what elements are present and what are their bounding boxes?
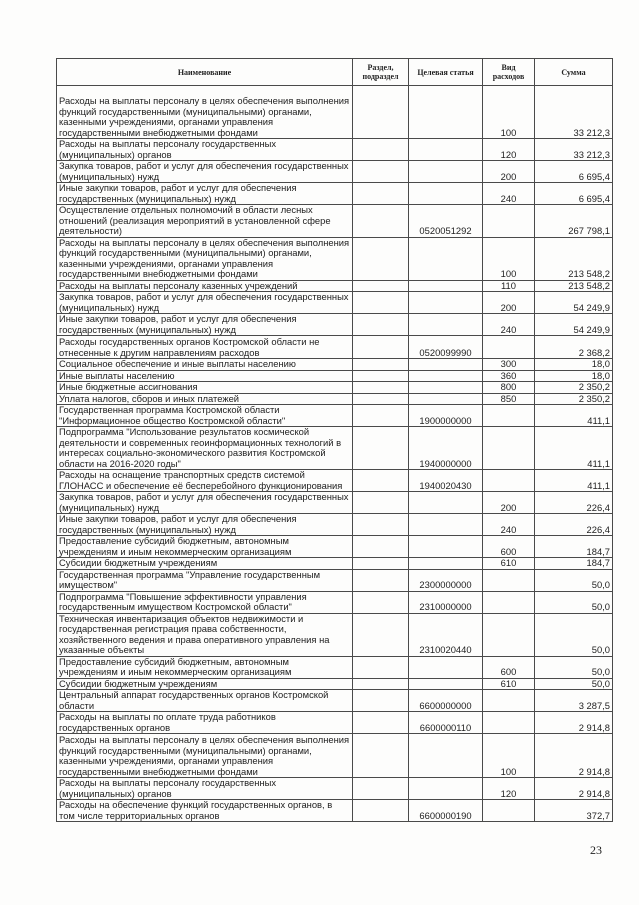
table-row [57,470,613,492]
table-cell-target: 2310020440 [409,613,483,656]
table-cell-sum: 33 212,3 [535,139,613,161]
table-cell-target: 6600000190 [409,800,483,822]
table-cell-sum: 18,0 [535,359,613,371]
table-cell-type [483,690,535,712]
table-cell-sum: 6 695,4 [535,161,613,183]
table-cell-section [353,678,409,690]
table-cell-sum: 2 914,8 [535,734,613,778]
table-cell-type: 100 [483,86,535,139]
table-cell-section [353,558,409,570]
table-cell-section [353,778,409,800]
table-cell-name: Предоставление субсидий бюджетным, автономным учреждениям и иным некоммерческим организациям [57,536,353,558]
table-cell-section [353,139,409,161]
table-cell-name: Иные выплаты населению [57,370,353,382]
table-cell-type [483,427,535,470]
table-cell-target [409,359,483,371]
table-cell-type: 110 [483,280,535,292]
table-cell-sum: 226,4 [535,514,613,536]
table-cell-target [409,292,483,314]
table-cell-type: 610 [483,558,535,570]
table-row [57,161,613,183]
table-cell-sum: 372,7 [535,800,613,822]
table-cell-type [483,800,535,822]
table-row [57,492,613,514]
table-cell-section [353,690,409,712]
table-cell-type: 360 [483,370,535,382]
table-cell-section [353,86,409,139]
table-cell-section [353,280,409,292]
table-cell-name: Закупка товаров, работ и услуг для обеспечения государственных (муниципальных) нужд [57,492,353,514]
table-cell-type: 120 [483,139,535,161]
table-cell-name: Иные закупки товаров, работ и услуг для обеспечения государственных (муниципальных) нужд [57,514,353,536]
table-cell-section [353,370,409,382]
table-row [57,569,613,591]
table-cell-target: 0520051292 [409,205,483,238]
table-cell-section [353,712,409,734]
table-cell-type: 240 [483,314,535,336]
table-cell-type: 240 [483,514,535,536]
table-cell-target: 0520099990 [409,336,483,359]
table-row [57,778,613,800]
table-cell-name: Предоставление субсидий бюджетным, автономным учреждениям и иным некоммерческим организациям [57,656,353,678]
table-cell-name: Социальное обеспечение и иные выплаты населению [57,359,353,371]
table-cell-name: Центральный аппарат государственных органов Костромской области [57,690,353,712]
table-cell-name: Субсидии бюджетным учреждениям [57,678,353,690]
table-cell-name: Иные закупки товаров, работ и услуг для обеспечения государственных (муниципальных) нужд [57,183,353,205]
table-row [57,591,613,613]
table-cell-type: 850 [483,393,535,405]
table-row [57,427,613,470]
table-cell-sum: 2 368,2 [535,336,613,359]
table-row [57,405,613,427]
table-cell-name: Расходы на выплаты персоналу казенных учреждений [57,280,353,292]
table-body [57,86,613,822]
table-cell-sum: 2 350,2 [535,382,613,394]
table-cell-sum: 213 548,2 [535,237,613,280]
table-cell-section [353,514,409,536]
table-cell-section [353,292,409,314]
table-cell-target [409,280,483,292]
table-cell-section [353,205,409,238]
table-cell-sum: 50,0 [535,656,613,678]
table-cell-section [353,359,409,371]
table-cell-sum: 50,0 [535,591,613,613]
table-cell-sum: 2 350,2 [535,393,613,405]
table-cell-type: 600 [483,656,535,678]
table-cell-sum: 2 914,8 [535,778,613,800]
column-header-target: Целевая статья [409,59,483,86]
table-cell-section [353,427,409,470]
table-row [57,139,613,161]
table-cell-section [353,800,409,822]
table-cell-type [483,470,535,492]
table-cell-name: Расходы на оснащение транспортных средств системой ГЛОНАСС и обеспечение её бесперебойного функционирования [57,470,353,492]
table-cell-target [409,678,483,690]
table-cell-section [353,492,409,514]
table-cell-sum: 226,4 [535,492,613,514]
table-cell-target: 6600000110 [409,712,483,734]
table-row [57,800,613,822]
table-cell-section [353,536,409,558]
table-row [57,292,613,314]
table-cell-type [483,569,535,591]
table-cell-name: Расходы на выплаты персоналу государственных (муниципальных) органов [57,778,353,800]
table-cell-type [483,405,535,427]
table-cell-sum: 18,0 [535,370,613,382]
table-cell-section [353,405,409,427]
column-header-section: Раздел, подраздел [353,59,409,86]
table-cell-target [409,86,483,139]
table-cell-sum: 50,0 [535,569,613,591]
table-cell-target: 1940020430 [409,470,483,492]
table-row [57,536,613,558]
table-cell-name: Подпрограмма "Повышение эффективности управления государственным имуществом Костромской области" [57,591,353,613]
table-cell-name: Государственная программа Костромской области "Информационное общество Костромской области" [57,405,353,427]
table-cell-section [353,569,409,591]
table-cell-name: Расходы на выплаты персоналу в целях обеспечения выполнения функций государственными (муниципальными) органами, казенными учреждениями, органами управления государственными внебюджетными фондами [57,734,353,778]
table-cell-sum: 267 798,1 [535,205,613,238]
table-cell-name: Закупка товаров, работ и услуг для обеспечения государственных (муниципальных) нужд [57,161,353,183]
table-cell-sum: 411,1 [535,405,613,427]
table-cell-target [409,161,483,183]
table-cell-name: Подпрограмма "Использование результатов космической деятельности и современных геоинформационных технологий в интересах социально-экономического развития Костромской области на 2016-2020 годы" [57,427,353,470]
table-cell-sum: 50,0 [535,613,613,656]
table-row [57,205,613,238]
table-cell-sum: 184,7 [535,558,613,570]
table-cell-type: 240 [483,183,535,205]
table-cell-target: 6600000000 [409,690,483,712]
table-cell-section [353,656,409,678]
table-cell-target [409,370,483,382]
table-cell-section [353,382,409,394]
table-cell-target: 1940000000 [409,427,483,470]
table-cell-type [483,712,535,734]
table-cell-type: 100 [483,237,535,280]
table-row [57,237,613,280]
table-cell-name: Осуществление отдельных полномочий в области лесных отношений (реализация мероприятий в установленной сфере деятельности) [57,205,353,238]
table-cell-section [353,734,409,778]
table-cell-type [483,336,535,359]
table-row [57,613,613,656]
table-cell-sum: 411,1 [535,470,613,492]
table-row [57,359,613,371]
table-cell-section [353,237,409,280]
table-cell-type [483,205,535,238]
table-row [57,678,613,690]
table-header-row [57,59,613,86]
table-cell-target [409,514,483,536]
table-row [57,314,613,336]
table-cell-type: 200 [483,161,535,183]
table-row [57,336,613,359]
table-cell-section [353,314,409,336]
table-cell-section [353,183,409,205]
table-cell-sum: 54 249,9 [535,314,613,336]
table-cell-target [409,183,483,205]
table-cell-section [353,613,409,656]
table-cell-section [353,336,409,359]
table-cell-target: 2310000000 [409,591,483,613]
table-row [57,712,613,734]
table-cell-sum: 33 212,3 [535,86,613,139]
table-cell-name: Расходы на выплаты персоналу в целях обеспечения выполнения функций государственными (муниципальными) органами, казенными учреждениями, органами управления государственными внебюджетными фондами [57,237,353,280]
column-header-type: Вид расходов [483,59,535,86]
table-cell-type: 800 [483,382,535,394]
table-cell-target [409,237,483,280]
table-row [57,370,613,382]
table-cell-type: 600 [483,536,535,558]
table-cell-name: Иные закупки товаров, работ и услуг для обеспечения государственных (муниципальных) нужд [57,314,353,336]
column-header-sum: Сумма [535,59,613,86]
table-row [57,656,613,678]
table-cell-sum: 50,0 [535,678,613,690]
table-cell-name: Субсидии бюджетным учреждениям [57,558,353,570]
table-cell-name: Расходы на выплаты персоналу в целях обеспечения выполнения функций государственными (муниципальными) органами, казенными учреждениями, органами управления государственными внебюджетными фондами [57,86,353,139]
table-row [57,734,613,778]
table-row [57,280,613,292]
table-cell-name: Расходы на выплаты по оплате труда работников государственных органов [57,712,353,734]
table-row [57,382,613,394]
table-cell-name: Расходы на обеспечение функций государственных органов, в том числе территориальных органов [57,800,353,822]
table-cell-target [409,492,483,514]
table-cell-section [353,161,409,183]
table-row [57,183,613,205]
table-cell-sum: 6 695,4 [535,183,613,205]
table-row [57,690,613,712]
table-cell-name: Иные бюджетные ассигнования [57,382,353,394]
table-cell-target [409,393,483,405]
table-cell-target [409,536,483,558]
table-cell-type: 200 [483,492,535,514]
table-cell-target [409,734,483,778]
table-cell-target [409,139,483,161]
table-cell-target [409,314,483,336]
table-cell-type: 100 [483,734,535,778]
table-cell-name: Государственная программа "Управление государственным имуществом" [57,569,353,591]
table-cell-type [483,591,535,613]
table-cell-sum: 3 287,5 [535,690,613,712]
table-cell-sum: 2 914,8 [535,712,613,734]
table-cell-sum: 213 548,2 [535,280,613,292]
table-cell-name: Расходы на выплаты персоналу государственных (муниципальных) органов [57,139,353,161]
table-cell-type: 300 [483,359,535,371]
table-cell-name: Уплата налогов, сборов и иных платежей [57,393,353,405]
budget-table [56,58,613,822]
table-row [57,86,613,139]
table-row [57,558,613,570]
table-cell-section [353,470,409,492]
column-header-name: Наименование [57,59,353,86]
table-cell-type: 200 [483,292,535,314]
table-cell-section [353,393,409,405]
table-cell-target: 2300000000 [409,569,483,591]
page-number: 23 [590,843,602,857]
table-cell-target [409,656,483,678]
table-row [57,514,613,536]
table-cell-name: Расходы государственных органов Костромской области не отнесенные к другим направлениям расходов [57,336,353,359]
table-cell-target [409,382,483,394]
table-cell-sum: 411,1 [535,427,613,470]
table-cell-name: Закупка товаров, работ и услуг для обеспечения государственных (муниципальных) нужд [57,292,353,314]
table-cell-target: 1900000000 [409,405,483,427]
table-cell-type [483,613,535,656]
table-cell-name: Техническая инвентаризация объектов недвижимости и государственная регистрация права собственности, хозяйственного ведения и права оперативного управления на указанные объекты [57,613,353,656]
table-cell-type: 120 [483,778,535,800]
table-cell-section [353,591,409,613]
table-row [57,393,613,405]
table-cell-target [409,558,483,570]
table-cell-sum: 184,7 [535,536,613,558]
table-cell-type: 610 [483,678,535,690]
table-cell-target [409,778,483,800]
table-cell-sum: 54 249,9 [535,292,613,314]
